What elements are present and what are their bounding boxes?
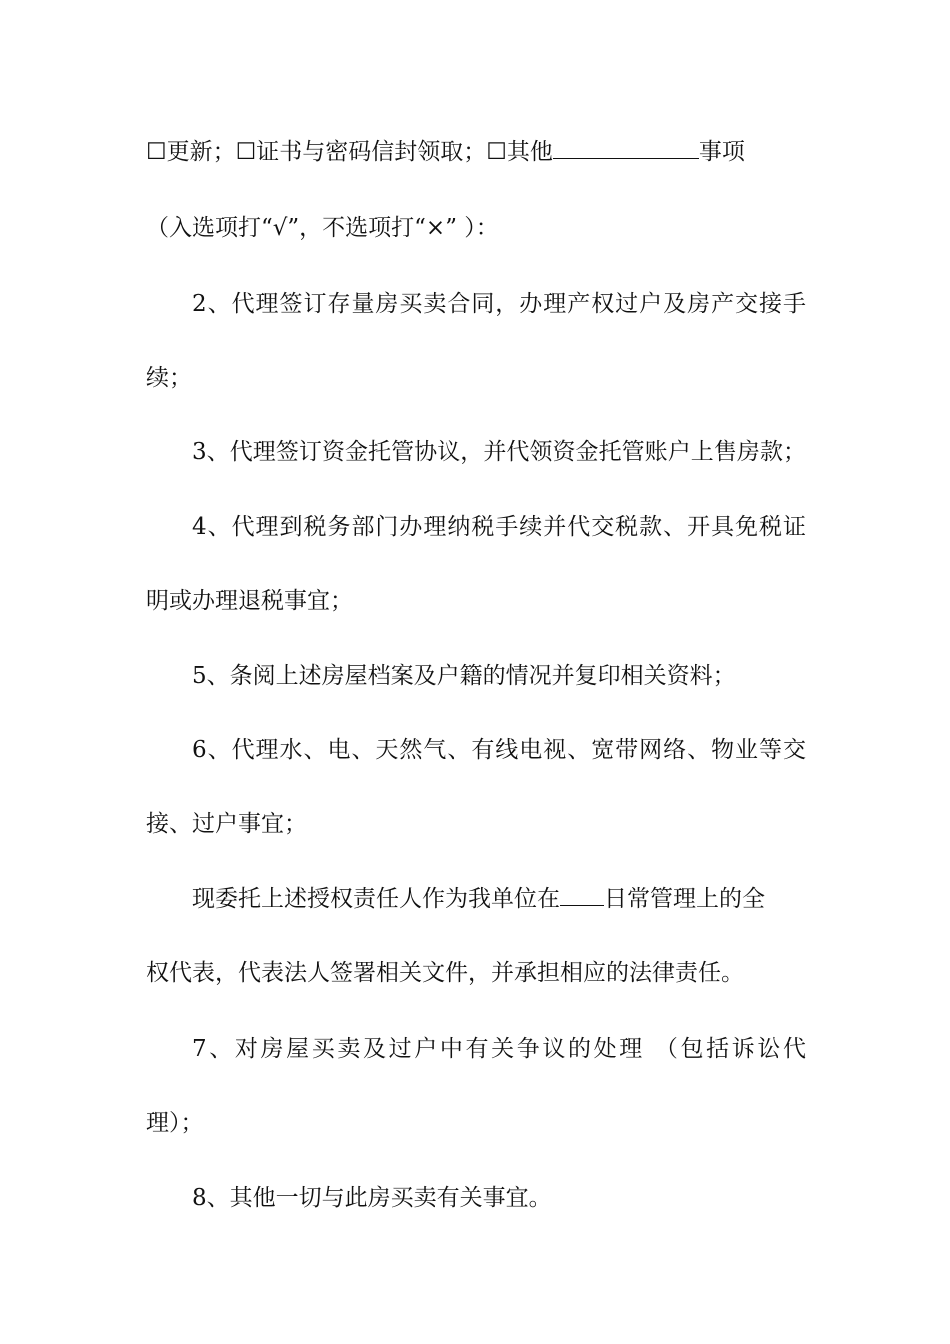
options-suffix: 事项	[698, 139, 745, 165]
mandate-line-1	[146, 879, 806, 919]
mandate-post: 日常管理上的全	[604, 886, 765, 912]
item-4-line-2: 明或办理退税事宜；	[146, 588, 353, 614]
item-5: 5、条阅上述房屋档案及户籍的情况并复印相关资料；	[192, 663, 736, 689]
mandate-pre: 现委托上述授权责任人作为我单位在	[192, 886, 560, 912]
item-3: 3、代理签订资金托管协议，并代领资金托管账户上售房款；	[192, 439, 806, 465]
item-6-line-2: 接、过户事宜；	[146, 811, 307, 837]
option-update: ☐更新；	[146, 139, 236, 165]
item-8: 8、其他一切与此房买卖有关事宜。	[192, 1185, 552, 1211]
mandate-line-2: 权代表，代表法人签署相关文件，并承担相应的法律责任。	[146, 960, 744, 986]
item-6-line-1: 6、代理水、电、天然气、有线电视、宽带网络、物业等交	[192, 737, 806, 763]
item-4-line-1: 4、代理到税务部门办理纳税手续并代交税款、开具免税证	[192, 514, 806, 540]
item-7-line-2: 理）；	[146, 1110, 204, 1136]
other-blank	[553, 134, 699, 159]
item-2-line-1: 2、代理签订存量房买卖合同，办理产权过户及房产交接手	[192, 291, 806, 317]
option-certificate-pickup: ☐证书与密码信封领取；	[235, 139, 487, 165]
options-line	[146, 132, 806, 172]
item-7-line-1: 7、对房屋买卖及过户中有关争议的处理 （包括诉讼代	[192, 1036, 806, 1062]
options-instruction: （入选项打“√”，不选项打“×” ）：	[146, 215, 499, 241]
option-other: ☐其他	[486, 139, 553, 165]
mandate-blank	[560, 881, 604, 906]
item-2-line-2: 续；	[146, 365, 192, 391]
